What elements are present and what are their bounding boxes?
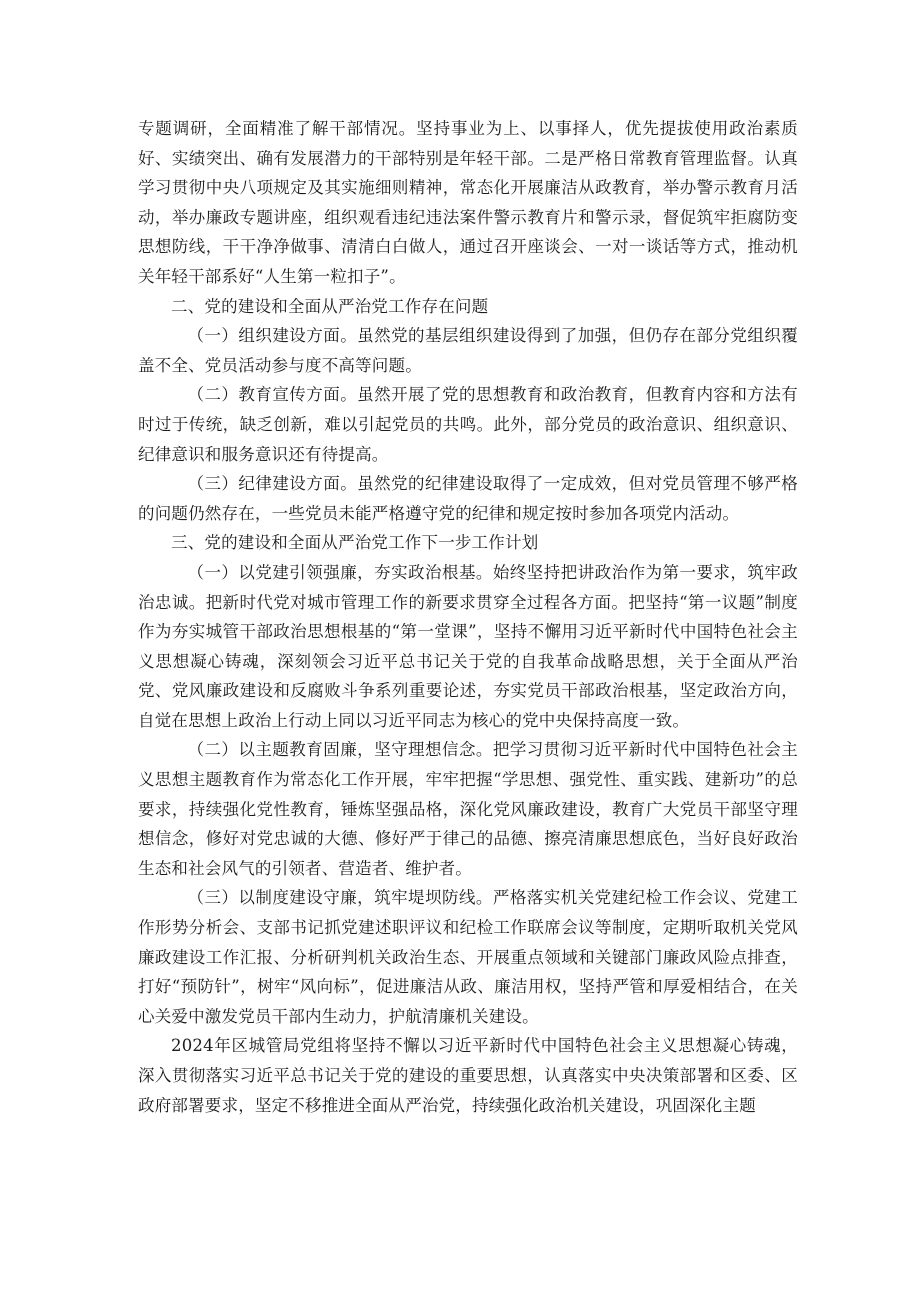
paragraph-education: （二）教育宣传方面。虽然开展了党的思想教育和政治教育，但教育内容和方法有时过于传统，缺乏创新，难以引起党员的共鸣。此外，部分党员的政治意识、组织意识、纪律意识和服务意识还有待提高。 xyxy=(138,385,798,464)
paragraph-organization: （一）组织建设方面。虽然党的基层组织建设得到了加强，但仍存在部分党组织覆盖不全、党员活动参与度不高等问题。 xyxy=(138,326,798,375)
paragraph-plan-one: （一）以党建引领强廉，夯实政治根基。始终坚持把讲政治作为第一要求，筑牢政治忠诚。把新时代党对城市管理工作的新要求贯穿全过程各方面。把坚持“第一议题”制度作为夯实城管干部政治思想根基的“第一堂课”，坚持不懈用习近平新时代中国特色社会主义思想凝心铸魂，深刻领会习近平总书记关于党的自我革命战略思想，关于全面从严治党、党风廉政建设和反腐败斗争系列重要论述，夯实党员干部政治根基，坚定政治方向，自觉在思想上政治上行动上同以习近平同志为核心的党中央保持高度一致。 xyxy=(138,562,798,730)
section-heading-problems: 二、党的建设和全面从严治党工作存在问题 xyxy=(171,296,489,316)
paragraph-conclusion: 2024年区城管局党组将坚持不懈以习近平新时代中国特色社会主义思想凝心铸魂，深入贯彻落实习近平总书记关于党的建设的重要思想，认真落实中央决策部署和区委、区政府部署要求，坚定不移推进全面从严治党，持续强化政治机关建设，巩固深化主题 xyxy=(138,1036,798,1115)
section-heading-plan: 三、党的建设和全面从严治党工作下一步工作计划 xyxy=(171,533,539,553)
paragraph-plan-two: （二）以主题教育固廉，坚守理想信念。把学习贯彻习近平新时代中国特色社会主义思想主题教育作为常态化工作开展，牢牢把握“学思想、强党性、重实践、建新功”的总要求，持续强化党性教育，锤炼坚强品格，深化党风廉政建设，教育广大党员干部坚守理想信念，修好对党忠诚的大德、修好严于律己的品德、擦亮清廉思想底色，当好良好政治生态和社会风气的引领者、营造者、维护者。 xyxy=(138,740,798,878)
document-body xyxy=(138,114,798,1120)
paragraph-discipline: （三）纪律建设方面。虽然党的纪律建设取得了一定成效，但对党员管理不够严格的问题仍然存在，一些党员未能严格遵守党的纪律和规定按时参加各项党内活动。 xyxy=(138,474,798,523)
paragraph-plan-three: （三）以制度建设守廉，筑牢堤坝防线。严格落实机关党建纪检工作会议、党建工作形势分析会、支部书记抓党建述职评议和纪检工作联席会议等制度，定期听取机关党风廉政建设工作汇报、分析研判机关政治生态、开展重点领域和关键部门廉政风险点排查，打好“预防针”，树牢“风向标”，促进廉洁从政、廉洁用权，坚持严管和厚爱相结合，在关心关爱中激发党员干部内生动力，护航清廉机关建设。 xyxy=(138,888,798,1026)
paragraph-continuation: 专题调研，全面精准了解干部情况。坚持事业为上、以事择人，优先提拔使用政治素质好、实绩突出、确有发展潜力的干部特别是年轻干部。二是严格日常教育管理监督。认真学习贯彻中央八项规定及其实施细则精神，常态化开展廉洁从政教育，举办警示教育月活动，举办廉政专题讲座，组织观看违纪违法案件警示教育片和警示录，督促筑牢拒腐防变思想防线，干干净净做事、清清白白做人，通过召开座谈会、一对一谈话等方式，推动机关年轻干部系好“人生第一粒扣子”。 xyxy=(138,119,798,286)
